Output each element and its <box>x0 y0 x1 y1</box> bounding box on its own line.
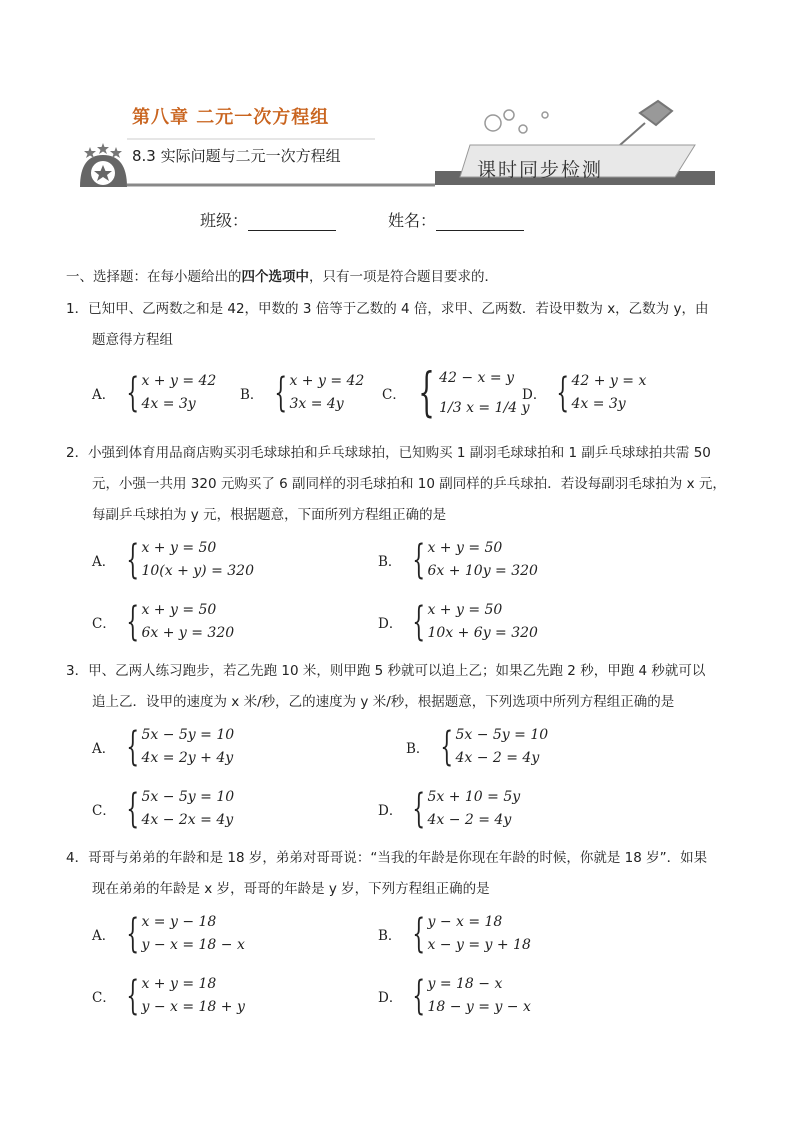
equation: x − y = y + 18 <box>427 937 531 953</box>
equation: 42 − x = y <box>439 370 514 386</box>
q4-option-a[interactable] <box>92 911 245 957</box>
q3-option-b[interactable] <box>406 724 548 770</box>
option-letter: B． <box>378 554 402 570</box>
question-text: 3．甲、乙两人练习跑步，若乙先跑 10 米，则甲跑 5 秒就可以追上乙；如果乙先跑 2 秒，甲跑 4 秒就可以 <box>66 663 706 679</box>
option-letter: A． <box>92 387 116 403</box>
brace: { <box>126 537 140 583</box>
option-letter: B． <box>406 741 430 757</box>
option-letter: C． <box>92 803 116 819</box>
option-letter: D． <box>378 990 403 1006</box>
section-title: 8.3 实际问题与二元一次方程组 <box>132 147 341 165</box>
intro-prefix: 一、选择题：在每小题给出的 <box>66 269 242 285</box>
brace: { <box>126 370 140 416</box>
chapter-title: 第八章 二元一次方程组 <box>132 107 330 128</box>
equation: x + y = 42 <box>289 373 365 389</box>
brace: { <box>412 911 426 957</box>
equation: x + y = 50 <box>141 602 217 618</box>
question-text: 1．已知甲、乙两数之和是 42，甲数的 3 倍等于乙数的 4 倍，求甲、乙两数．若设甲数为 x，乙数为 y，由 <box>66 301 709 317</box>
option-letter: B． <box>378 928 402 944</box>
brace: { <box>412 786 426 832</box>
option-letter: C． <box>92 616 116 632</box>
badge-label: 课时同步检测 <box>477 159 604 181</box>
question-3 <box>66 656 726 718</box>
equation: y − x = 18 − x <box>141 937 245 953</box>
equation: x + y = 18 <box>141 976 217 992</box>
intro-bold: 四个选项中 <box>241 269 309 285</box>
header-banner <box>75 85 720 195</box>
option-letter: D． <box>378 803 403 819</box>
question-1 <box>66 294 726 356</box>
brace: { <box>126 599 140 645</box>
question-2 <box>66 438 726 531</box>
equation: x = y − 18 <box>141 914 217 930</box>
intro-suffix: ，只有一项是符合题目要求的． <box>309 269 498 285</box>
brace: { <box>126 911 140 957</box>
equation: 4x = 3y <box>141 396 196 412</box>
equation: 42 + y = x <box>571 373 647 389</box>
equation: 4x − 2 = 4y <box>427 812 512 828</box>
option-letter: D． <box>522 387 547 403</box>
question-4 <box>66 843 726 905</box>
q1-option-b[interactable] <box>240 370 364 416</box>
brace: { <box>440 724 454 770</box>
name-blank[interactable] <box>436 216 524 231</box>
q3-option-d[interactable] <box>378 786 520 832</box>
option-letter: A． <box>92 554 116 570</box>
equation: 3x = 4y <box>289 396 344 412</box>
equation: x + y = 50 <box>427 602 503 618</box>
equation: y − x = 18 + y <box>141 999 245 1015</box>
brace: { <box>274 370 288 416</box>
q4-option-c[interactable] <box>92 973 245 1019</box>
q3-option-c[interactable] <box>92 786 234 832</box>
q1-option-c[interactable] <box>382 363 530 423</box>
q3-option-a[interactable] <box>92 724 234 770</box>
section-intro <box>66 265 498 291</box>
equation: 1/3 x = 1/4 y <box>439 400 530 416</box>
brace: { <box>412 537 426 583</box>
equation: 4x − 2 = 4y <box>455 750 540 766</box>
banner-graphic <box>75 85 720 195</box>
q1-option-d[interactable] <box>522 370 646 416</box>
equation: 5x − 5y = 10 <box>455 727 549 743</box>
question-text: 现在弟弟的年龄是 x 岁，哥哥的年龄是 y 岁，下列方程组正确的是 <box>92 881 490 897</box>
option-letter: B． <box>240 387 264 403</box>
equation: y = 18 − x <box>427 976 503 992</box>
q2-option-b[interactable] <box>378 537 538 583</box>
equation: 10x + 6y = 320 <box>427 625 538 641</box>
brace: { <box>412 973 426 1019</box>
bubbles-icon <box>485 110 548 133</box>
class-label: 班级： <box>200 211 249 230</box>
q4-option-b[interactable] <box>378 911 531 957</box>
equation: x + y = 50 <box>141 540 217 556</box>
question-text: 2．小强到体育用品商店购买羽毛球球拍和乒乓球球拍，已知购买 1 副羽毛球球拍和 1 副乒乓球球拍共需 50 <box>66 445 711 461</box>
equation: 10(x + y) = 320 <box>141 563 254 579</box>
equation: 5x − 5y = 10 <box>141 727 235 743</box>
class-field <box>200 208 336 231</box>
question-text: 4．哥哥与弟弟的年龄和是 18 岁，弟弟对哥哥说：“当我的年龄是你现在年龄的时候，你就是 18 岁”．如果 <box>66 850 708 866</box>
equation: 4x = 2y + 4y <box>141 750 234 766</box>
equation: y − x = 18 <box>427 914 503 930</box>
equation: 5x + 10 = 5y <box>427 789 521 805</box>
class-blank[interactable] <box>248 216 336 231</box>
name-label: 姓名： <box>388 211 437 230</box>
q2-option-c[interactable] <box>92 599 234 645</box>
q4-option-d[interactable] <box>378 973 531 1019</box>
q2-option-a[interactable] <box>92 537 254 583</box>
brace: { <box>412 599 426 645</box>
option-letter: D． <box>378 616 403 632</box>
equation: x + y = 42 <box>141 373 217 389</box>
question-text: 每副乒乓球拍为 y 元，根据题意，下面所列方程组正确的是 <box>92 507 447 523</box>
brace: { <box>418 363 435 423</box>
option-letter: C． <box>92 990 116 1006</box>
question-text: 追上乙．设甲的速度为 x 米/秒，乙的速度为 y 米/秒，根据题意，下列选项中所列方程组正确的是 <box>92 694 675 710</box>
brace: { <box>126 724 140 770</box>
brace: { <box>126 973 140 1019</box>
q1-option-a[interactable] <box>92 370 216 416</box>
brace: { <box>556 370 570 416</box>
brace: { <box>126 786 140 832</box>
name-field <box>388 208 524 231</box>
equation: 4x − 2x = 4y <box>141 812 234 828</box>
question-text: 元，小强一共用 320 元购买了 6 副同样的羽毛球拍和 10 副同样的乒乓球拍．若设每副羽毛球拍为 x 元， <box>92 476 726 492</box>
equation: 5x − 5y = 10 <box>141 789 235 805</box>
q2-option-d[interactable] <box>378 599 538 645</box>
equation: 6x + 10y = 320 <box>427 563 538 579</box>
equation: x + y = 50 <box>427 540 503 556</box>
option-letter: C． <box>382 387 406 403</box>
equation: 4x = 3y <box>571 396 626 412</box>
option-letter: A． <box>92 928 116 944</box>
equation: 6x + y = 320 <box>141 625 235 641</box>
question-text: 题意得方程组 <box>92 332 173 348</box>
equation: 18 − y = y − x <box>427 999 531 1015</box>
star-badge-icon <box>80 143 127 187</box>
option-letter: A． <box>92 741 116 757</box>
